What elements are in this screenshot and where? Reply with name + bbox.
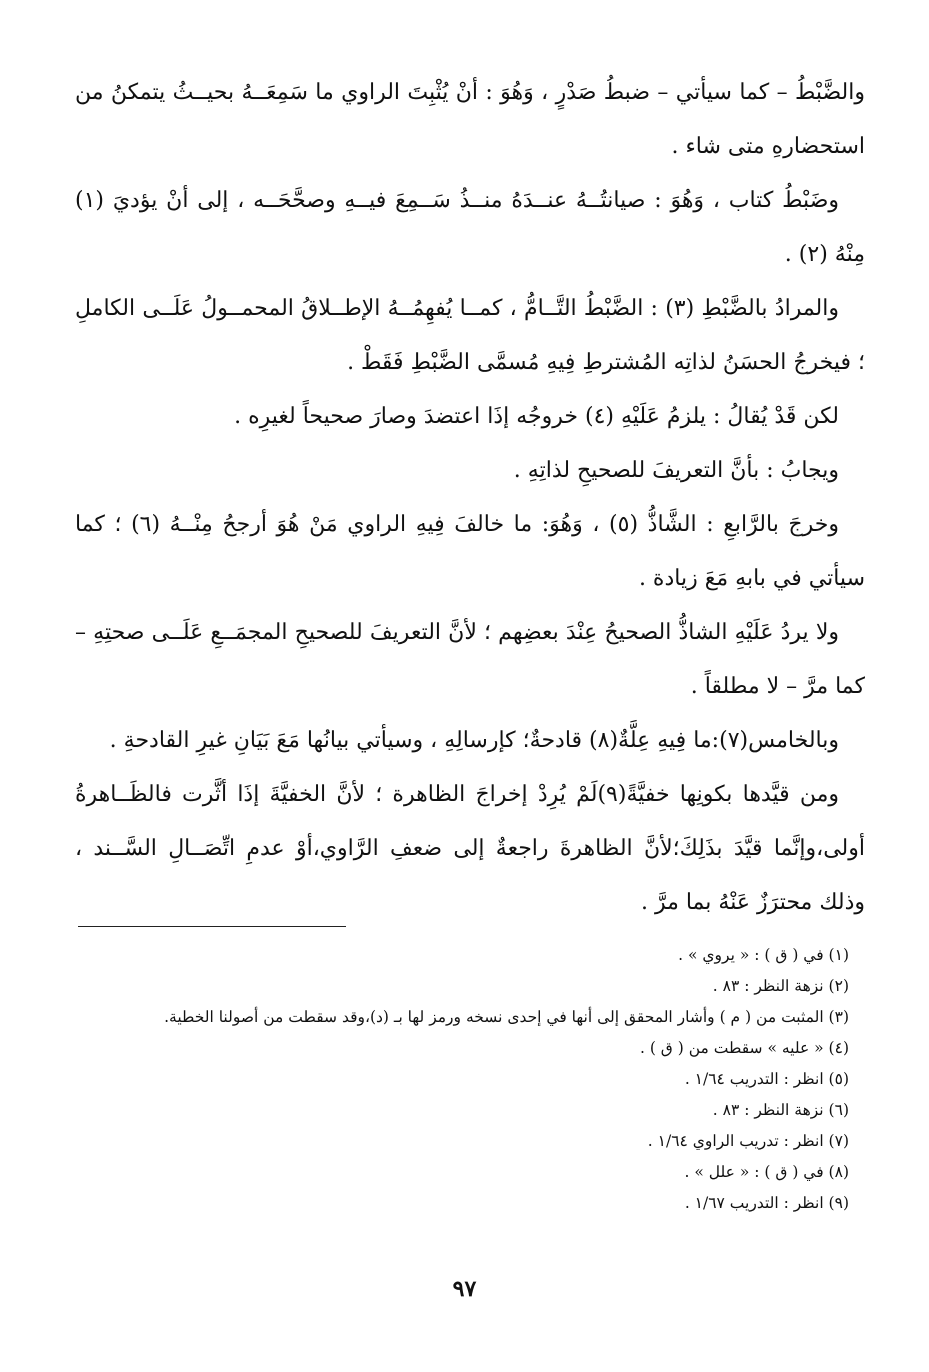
- paragraph: وخرجَ بالرَّابعِ : الشَّاذُّ (٥) ، وَهُوَ: ما خالفَ فِيهِ الراوي مَنْ هُوَ أرجحُ مِنْــهُ (٦) ؛ كما سيأتي في بابهِ مَعَ زيادة .: [75, 512, 865, 591]
- paragraph: وضَبْطُ كتاب ، وَهُوَ : صيانتُــهُ عنــدَهُ منــذُ سَــمِعَ فيــهِ وصحَّحَــه ، إلى أنْ يؤديَ (١) مِنْهُ (٢) .: [75, 188, 865, 267]
- paragraph: وبالخامس(٧):ما فِيهِ عِلَّةٌ(٨) قادحةٌ؛ كإرسالِهِ ، وسيأتي بيانُها مَعَ بَيَانِ غيرِ القادحةِ .: [109, 728, 839, 753]
- paragraph: ويجابُ : بأنَّ التعريفَ للصحيحِ لذاتِهِ .: [513, 458, 839, 483]
- footnote: (٣) المثبت من ( م ) وأشار المحقق إلى أنها في إحدى نسخه ورمز لها بـ (د)،وقد سقطت من أصولنا الخطية.: [164, 1008, 849, 1026]
- footnote: (٩) انظر : التدريب ١/٦٧ .: [684, 1194, 849, 1212]
- paragraph: والضَّبْطُ – كما سيأتي – ضبطُ صَدْرٍ ، وَهُوَ : أنْ يُثْبِتَ الراوي ما سَمِعَــهُ بحيــثُ يتمكنُ من استحضارهِ متى شاء .: [75, 80, 865, 159]
- paragraph: ولا يردُ عَلَيْهِ الشاذُّ الصحيحُ عِنْدَ بعضِهم ؛ لأنَّ التعريفَ للصحيحِ المجمَــعِ عَلَــى صحتِهِ – كما مرَّ – لا مطلقاً .: [75, 620, 865, 699]
- paragraph: لكن قَدْ يُقالُ : يلزمُ عَلَيْهِ (٤) خروجُه إذَا اعتضدَ وصارَ صحيحاً لغيرِه .: [234, 404, 839, 429]
- footnote: (٧) انظر : تدريب الراوي ١/٦٤ .: [647, 1132, 849, 1150]
- footnote: (١) في ( ق ) : « يروي » .: [678, 946, 849, 964]
- footnote: (٥) انظر : التدريب ١/٦٤ .: [684, 1070, 849, 1088]
- footnote-divider: [78, 926, 346, 927]
- main-text: [75, 66, 865, 930]
- paragraph: ومن قيَّدها بكونِها خفيَّةً(٩)لَمْ يُرِدْ إخراجَ الظاهرة ؛ لأنَّ الخفيَّةَ إذَا أثَّرت فالظَــاهرةُ أولى،وإنَّما قيَّدَ بذَلِكَ؛لأنَّ الظاهرةَ راجعةٌ إلى ضعفِ الرَّاوي،أوْ عدمِ اتِّصَــالِ السَّــند ، وذلك محترَزٌ عَنْهُ بما مرَّ .: [75, 782, 865, 915]
- footnote: (٢) نزهة النظر : ٨٣ .: [712, 977, 849, 995]
- footnote: (٦) نزهة النظر : ٨٣ .: [712, 1101, 849, 1119]
- footnotes: [69, 940, 849, 1219]
- footnote: (٨) في ( ق ) : « علل » .: [684, 1163, 849, 1181]
- page-number: ٩٧: [452, 1276, 477, 1302]
- footnote: (٤) « عليه » سقطت من ( ق ) .: [639, 1039, 849, 1057]
- paragraph: والمرادُ بالضَّبْطِ (٣) : الضَّبْطُ التَّــامُّ ، كمــا يُفهِمُــهُ الإطــلاقُ المحمــولُ عَلَــى الكاملِ ؛ فيخرجُ الحسَنُ لذاتِه المُشترطِ فِيهِ مُسمَّى الضَّبْطِ فَقَطْ .: [75, 296, 865, 375]
